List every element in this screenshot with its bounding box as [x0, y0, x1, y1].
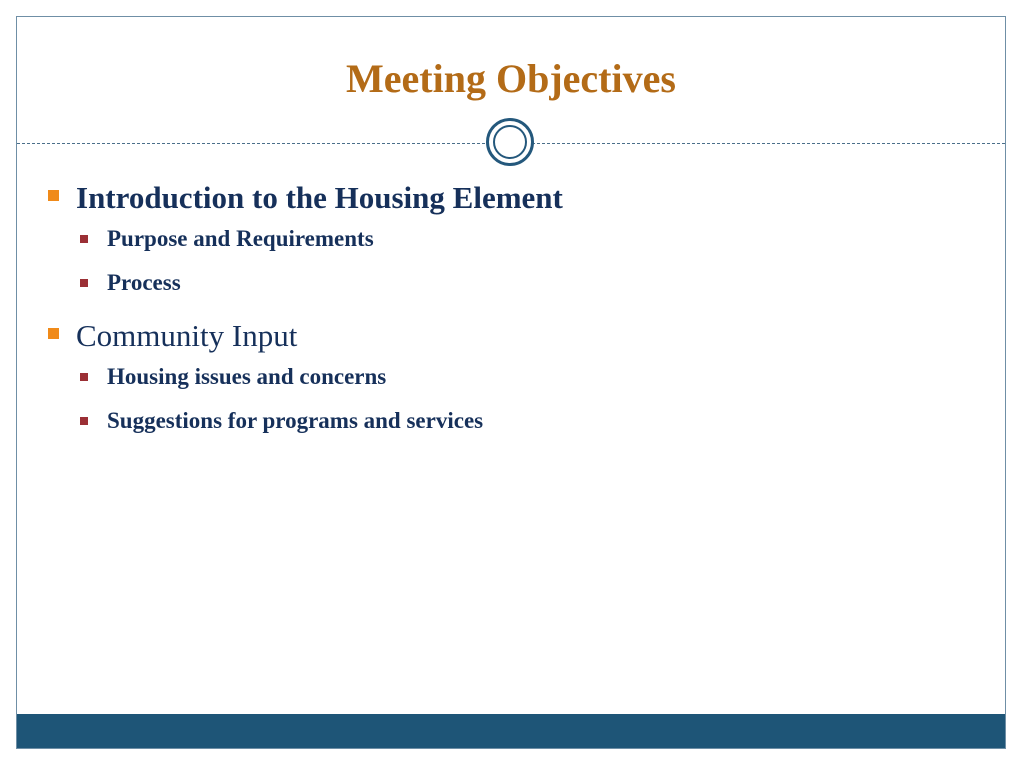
sub-bullet-item	[17, 357, 1005, 401]
square-bullet-icon	[48, 190, 59, 201]
sub-bullet-item	[17, 401, 1005, 445]
bottom-accent-bar	[17, 714, 1005, 748]
square-bullet-icon	[80, 235, 88, 243]
square-bullet-icon	[80, 373, 88, 381]
divider-inner-circle	[493, 125, 527, 159]
sub-bullet-item	[17, 219, 1005, 263]
square-bullet-icon	[80, 279, 88, 287]
sub-bullet-item	[17, 263, 1005, 307]
divider-circle-icon	[486, 118, 534, 166]
bullet-item-section-1	[17, 179, 1005, 219]
sub-bullet-text: Process	[107, 270, 181, 295]
sub-bullet-text: Housing issues and concerns	[107, 364, 387, 389]
sub-bullet-text: Suggestions for programs and services	[107, 408, 484, 433]
bullet-item-section-2	[17, 317, 1005, 357]
sub-bullet-text: Purpose and Requirements	[107, 226, 374, 251]
section-heading: Introduction to the Housing Element	[76, 180, 563, 215]
section-heading: Community Input	[76, 318, 298, 353]
list-spacer	[17, 307, 1005, 317]
slide-title: Meeting Objectives	[346, 56, 676, 101]
bullet-list	[17, 179, 1005, 445]
square-bullet-icon	[48, 328, 59, 339]
slide	[16, 16, 1006, 749]
square-bullet-icon	[80, 417, 88, 425]
